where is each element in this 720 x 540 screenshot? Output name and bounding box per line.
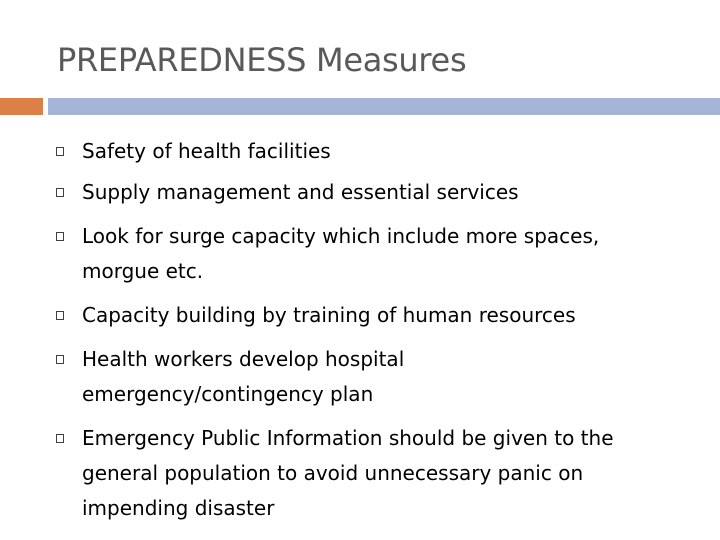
bullet-text-line: Supply management and essential services — [82, 180, 519, 204]
bullet-item — [56, 342, 706, 412]
bullet-text-line: Look for surge capacity which include more spaces, — [82, 224, 600, 248]
bullet-item — [56, 298, 706, 333]
square-bullet-icon — [56, 355, 64, 364]
bullet-text-line: general population to avoid unnecessary panic on — [82, 461, 584, 485]
title-accent-bar — [0, 98, 43, 115]
bullet-text-line: Health workers develop hospital — [82, 347, 405, 371]
bullet-item — [56, 134, 706, 169]
bullet-text-line: Emergency Public Information should be given to the — [82, 426, 614, 450]
bullet-text-line: impending disaster — [82, 496, 275, 520]
square-bullet-icon — [56, 147, 64, 156]
bullet-text-line: morgue etc. — [82, 259, 204, 283]
slide-title: PREPAREDNESS Measures — [57, 41, 467, 79]
bullet-text-line: Capacity building by training of human resources — [82, 303, 576, 327]
square-bullet-icon — [56, 434, 64, 443]
bullet-item — [56, 175, 706, 210]
bullet-item — [56, 219, 706, 289]
square-bullet-icon — [56, 311, 64, 320]
bullet-list — [56, 134, 706, 526]
bullet-text-line: emergency/contingency plan — [82, 382, 374, 406]
bullet-text-line: Safety of health facilities — [82, 139, 331, 163]
square-bullet-icon — [56, 188, 64, 197]
title-rule-bar — [48, 98, 720, 115]
bullet-item — [56, 421, 706, 526]
square-bullet-icon — [56, 232, 64, 241]
